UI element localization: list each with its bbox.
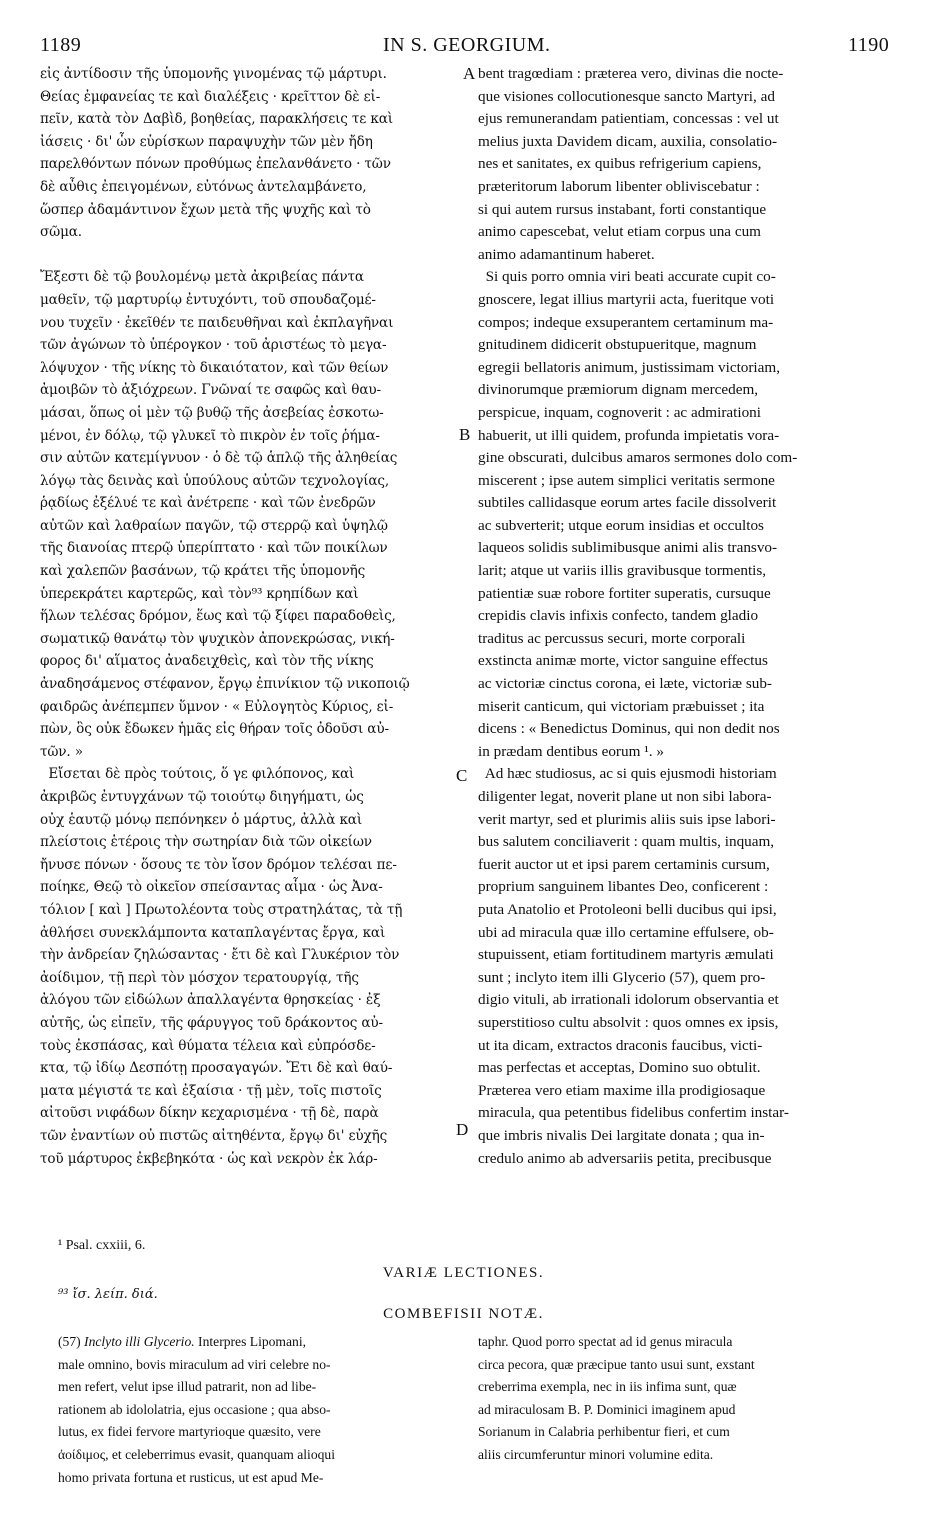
latin-text-line: sunt ; inclyto item illi Glycerio (57), quem pro- [478,968,766,986]
greek-text-line: λόγῳ τὰς δεινὰς καὶ ὑπούλους αὐτῶν τεχνολογίας, [40,472,390,489]
latin-text-line: divinorumque præmiorum dignam mercedem, [478,381,759,399]
greek-text-line: οὐχ ἑαυτῷ μόνῳ πεπόνηκεν ὁ μάρτυς, ἀλλὰ καὶ [40,811,363,828]
greek-text-line: Εἴσεται δὲ πρὸς τούτοις, ὅ γε φιλόπονος, καὶ [40,766,355,783]
greek-text-line: τῶν ἀγώνων τὸ ὑπέρογκον · τοῦ ἀριστέως τὸ μεγα- [40,337,387,354]
latin-text-line: ac subverterit; utque eorum insidias et occultos [478,516,764,534]
greek-text-line: Θείας ἐμφανείας τε καὶ διαλέξεις · κρεῖττον δὲ εἰ- [40,88,381,105]
latin-text-line: præteritorum laborum libenter obliviscebatur : [478,177,760,195]
greek-text-line: σιν αὐτῶν κατεμίγνυον · ὁ δὲ τῷ ἁπλῷ τῆς ἀληθείας [40,450,398,467]
latin-text-line: exstincta animæ morte, victor sanguine effectus [478,652,768,670]
latin-text-line: bent tragœdiam : præterea vero, divinas die nocte- [478,65,784,82]
greek-text-line: τῶν. » [40,743,83,760]
greek-text-line: ἰάσεις · δι' ὧν εὑρίσκων παραψυχὴν τῶν μὲν ἤδη [40,133,373,150]
greek-text-line: φορος δι' αἵματος ἀναδειχθεὶς, καὶ τὸν τῆς νίκης [40,653,374,670]
greek-text-line: καὶ χαλεπῶν βασάνων, τῷ κράτει τῆς ὑπομονῆς [40,563,366,580]
greek-text-line: τόλιον [ καὶ ] Πρωτολέοντα τοὺς στρατηλάτας, τὰ τῇ [40,901,403,918]
greek-text-line: ἀθλήσει συνεκλάμποντα καταπλαγέντας ἔργα, καὶ [40,924,386,941]
greek-text-line: ἀναδησάμενος στέφανον, ἔργῳ ἐπινίκιον τῷ νικοποιῷ [40,676,410,693]
note-line: male omnino, bovis miraculum ad viri celebre no- [58,1356,331,1372]
greek-text-line: ἀλόγου τῶν εἰδώλων ἀπαλλαγέντα θρησκείας · ἐξ [40,992,381,1009]
note-line: (57) Inclyto illi Glycerio. Interpres Lipomani, [58,1334,307,1349]
note-line: aliis circumferuntur minori volumine edita. [478,1446,714,1462]
latin-text-line: miscerent ; ipse autem simplici veritatis sermone [478,471,775,489]
greek-text-line: φαιδρῶς ἀνέπεμπεν ὕμνον · « Εὐλογητὸς Κύριος, εἰ- [40,698,394,715]
greek-text-line: μαθεῖν, τῷ μαρτυρίῳ ἐντυχόντι, τοῦ σπουδαζομέ- [40,291,376,308]
latin-text-line: ubi ad miracula quæ illo certamine effulsere, ob- [478,923,774,941]
greek-text-line: ποίηκε, Θεῷ τὸ οἰκεῖον σπείσαντας αἷμα · ὡς Ἀνα- [40,879,383,896]
latin-text-line: Præterea vero etiam maxime illa prodigiosaque [478,1081,766,1099]
latin-text-line: mas perfectas et acceptas, Domino suo obtulit. [478,1059,761,1077]
running-title: IN S. GEORGIUM. [383,34,551,56]
note-line: Sorianum in Calabria perhibentur fieri, et cum [478,1424,730,1440]
note-line: men refert, velut ipse illud patrarit, non ad libe- [58,1379,317,1395]
page-number-left: 1189 [40,34,82,56]
latin-text-line: que imbris nivalis Dei largitate donata ; qua in- [478,1126,765,1144]
note-line: ad miraculosam B. P. Dominici imaginem apud [478,1401,736,1417]
latin-text-line: que visiones collocutionesque sancto Martyri, ad [478,87,775,105]
latin-text-line: Ad hæc studiosus, ac si quis ejusmodi historiam [478,765,777,783]
greek-text-line: πλείστοις ἑτέροις τὴν σωτηρίαν διὰ τῶν οἰκείων [40,834,372,851]
greek-text-line: πεῖν, κατὰ τὸν Δαβὶδ, βοηθείας, παρακλήσεις τε καὶ [40,111,393,128]
latin-text-line: laqueos solidis sublimibusque animi alis transvo- [478,539,778,557]
greek-text-line: σωματικῷ θανάτῳ τὸν ψυχικὸν ἀπονεκρώσας, νική- [40,630,395,647]
latin-text-line: puta Anatolio et Protoleoni belli ducibus qui ipsi, [478,900,777,918]
greek-text-line: τῆς διανοίας πτερῷ ὑπερίπτατο · καὶ τῶν ποικίλων [40,540,388,557]
section-title-combefisii-notae: COMBEFISII NOTÆ. [383,1306,544,1322]
greek-text-line: ὥσπερ ἀδαμάντινον ἔχων μετὰ τῆς ψυχῆς καὶ τὸ [40,201,371,218]
latin-text-line: perspicue, inquam, cognoverit : ac admirationi [478,403,761,421]
latin-text-line: habuerit, ut illi quidem, profunda impietatis vora- [478,426,780,444]
greek-text-line: ἀοίδιμον, τῇ περὶ τὸν μόσχον τερατουργίᾳ, τῆς [40,969,359,986]
latin-text-line: patientiæ suæ robore fortiter superatis, cursuque [478,584,771,602]
note-lemma: Inclyto illi Glycerio. [84,1334,195,1349]
footnote-variant: ⁹³ ἴσ. λείπ. διά. [58,1287,158,1302]
latin-text-line: larit; atque ut variis illis gravibusque tormentis, [478,562,767,580]
latin-text-line: credulo animo ab adversariis petita, precibusque [478,1149,772,1167]
latin-text-line: in prædam dentibus eorum ¹. » [478,742,664,760]
latin-text-line: egregii bellatoris animum, justissimam victoriam, [478,358,781,376]
latin-text-line: fuerit auctor ut et ipsi parem certaminis cursum, [478,855,770,873]
note-line: homo privata fortuna et rusticus, ut est apud Me- [58,1469,324,1485]
margin-marker-a: A [463,64,476,83]
note-line: rationem ab idololatria, ejus occasione ; qua abso- [58,1401,331,1417]
margin-marker-d: D [456,1120,469,1139]
greek-text-line: ἀκριβῶς ἐντυγχάνων τῷ τοιούτῳ διηγήματι, ὡς [40,789,364,805]
latin-text-line: ac victoriæ cinctus corona, ei læte, victoriæ sub- [478,675,772,693]
notes-right-column [478,1333,890,1469]
greek-text-line: τοῦ μάρτυρος ἐκβεβηκότα · ὡς καὶ νεκρὸν ἐκ λάρ- [40,1150,378,1167]
latin-text-line: dicens : « Benedictus Dominus, qui non dedit nos [478,720,780,738]
latin-text-line: verit martyr, sed et plurimis aliis suis ipse labori- [478,810,776,828]
greek-text-line: αὐτῶν καὶ λαθραίων παγῶν, τῷ στερρῷ καὶ ὑψηλῷ [40,517,388,534]
latin-text-line: superstitioso cultu absolvit : quos omnes ex ipsis, [478,1013,779,1031]
latin-text-line: traditus ac percussus securi, morte corporali [478,629,746,647]
note-line: ἀοίδιμος, et celeberrimus evasit, quanquam alioqui [58,1446,335,1462]
greek-text-line: νου τυχεῖν · ἐκεῖθέν τε παιδευθῆναι καὶ ἐκπλαγῆναι [40,314,394,331]
note-line: creberrima exempla, nec in iis infima sunt, quæ [478,1379,737,1395]
greek-text-line: λόψυχον · τῆς νίκης τὸ δικαιότατον, καὶ τῶν θείων [40,359,389,376]
greek-text-line: ῥᾳδίως ἐξέλυέ τε καὶ ἀνέτρεπε · καὶ τῶν ἐνεδρῶν [40,495,376,512]
latin-text-line: subtiles callidasque eorum artes facile dissolverit [478,494,777,512]
greek-text-line: σῶμα. [40,224,82,241]
greek-text-line: αὐτῆς, ὡς εἰπεῖν, τῆς φάρυγγος τοῦ δράκοντος αὐ- [40,1014,383,1031]
latin-text-line: gine obscurati, dulcibus amaros sermones dolo com- [478,449,798,467]
greek-text-line: εἰς ἀντίδοσιν τῆς ὑπομονῆς γινομένας τῷ μάρτυρι. [40,66,387,82]
footnote-psalm: ¹ Psal. cxxiii, 6. [58,1238,146,1253]
latin-text-line: animo capescebat, velut etiam corpus una cum [478,223,761,241]
greek-text-line: τὴν ἀνδρείαν ζηλώσαντας · ἔτι δὲ καὶ Γλυκέριον τὸν [40,947,400,964]
greek-text-line: ματα μέγιστά τε καὶ ἐξαίσια · τῇ μὲν, τοῖς πιστοῖς [40,1082,382,1099]
latin-text-line: bus salutem conciliaverit : quam multis, inquam, [478,833,775,851]
latin-text-line: gnoscere, legat illius martyrii acta, fueritque voti [478,290,775,308]
greek-text-line: ὑπερεκράτει καρτερῶς, καὶ τὸν⁹³ κρηπίδων καὶ [40,585,359,602]
latin-text-line: diligenter legat, noverit plane ut non sibi labora- [478,788,772,805]
greek-text-line: μάσαι, ὅπως οἱ μὲν τῷ βυθῷ τῆς ἀσεβείας ἐσκοτω- [40,404,384,421]
latin-text-line: crepidis clavis infixis confecto, tandem gladio [478,607,759,625]
greek-text-line: αἰτοῦσι νιφάδων δίκην κεχαρισμένα · τῇ δὲ, παρὰ [40,1105,379,1122]
latin-text-line: gnitudinem didicerit obstupueritque, magnum [478,336,757,354]
greek-text-line [40,244,458,267]
page-number-right: 1190 [848,34,890,56]
greek-text-line: μένοι, ἐν δόλῳ, τῷ γλυκεῖ τὸ πικρὸν ἐν τοῖς ῥήμα- [40,427,380,444]
greek-text-line: τοὺς ἐκσπάσας, καὶ θύματα τέλεια καὶ εὐπρόσδε- [40,1037,376,1054]
latin-text-line: proprium sanguinem libantes Deo, conficerent : [478,878,769,896]
greek-text-line: πὼν, ὃς οὐκ ἔδωκεν ἡμᾶς εἰς θήραν τοῖς ὀδοῦσι αὐ- [40,721,389,738]
latin-text-line: miserit canticum, qui victoriam præbuisset ; ita [478,697,765,715]
note-line: circa pecora, quæ præcipue tanto usui sunt, exstant [478,1356,755,1372]
greek-text-line: δὲ αὖθις ἐπειγομένων, εὐτόνως ἀντελαμβάνετο, [40,178,367,195]
greek-text-line: ἤνυσε πόνων · ὅσους τε τὸν ἴσον δρόμον τελέσαι πε- [40,856,397,873]
latin-text-line: melius juxta Davidem dicam, auxilia, consolatio- [478,132,778,150]
note-line: taphr. Quod porro spectat ad id genus miracula [478,1334,733,1349]
margin-marker-c: C [456,766,468,785]
latin-text-line: ut ita dicam, extractos draconis faucibus, victi- [478,1036,763,1054]
greek-text-line: τῶν ἐναντίων οὐ πιστῶς αἰτηθέντα, ἔργῳ δι' εὐχῆς [40,1127,388,1144]
greek-column [40,63,458,1170]
latin-text-line: stupuissent, etiam fortitudinem martyris æmulati [478,946,774,964]
latin-column [478,63,890,1170]
latin-text-line: ejus remunerandam patientiam, concessas : vel ut [478,110,779,128]
latin-text-line: compos; indeque exsuperantem certaminum ma- [478,313,774,331]
note-line: lutus, ex fidei fervore martyrioque quæsito, vere [58,1424,321,1440]
latin-text-line: si qui autem rursus instabant, forti constantique [478,200,767,218]
greek-text-line: ἀμοιβῶν τὸ ἀξιόχρεων. Γνῶναί τε σαφῶς καὶ θαυ- [40,382,381,399]
notes-left-column [58,1333,468,1491]
latin-text-line: digio vituli, ab irrationali idolorum observantia et [478,991,779,1009]
margin-marker-b: B [459,425,471,444]
latin-text-line: animo adamantinum haberet. [478,245,655,263]
greek-text-line: ἥλων τελέσας δρόμον, ἕως καὶ τῷ ξίφει παραδοθεὶς, [40,608,396,625]
greek-text-line: Ἔξεστι δὲ τῷ βουλομένῳ μετὰ ἀκριβείας πάντα [40,269,364,286]
latin-text-line: Si quis porro omnia viri beati accurate cupit co- [478,268,776,286]
latin-text-line: miracula, qua petentibus fidelibus confertim instar- [478,1104,789,1122]
greek-text-line: παρελθόντων πόνων προθύμως ἐπελανθάνετο · τῶν [40,156,391,173]
section-title-variae-lectiones: VARIÆ LECTIONES. [382,1265,545,1281]
greek-text-line: κτα, τῷ ἰδίῳ Δεσπότῃ προσαγαγών. Ἔτι δὲ καὶ θαύ- [40,1060,393,1077]
latin-text-line: nes et sanitates, ex quibus refrigerium capiens, [478,155,762,173]
